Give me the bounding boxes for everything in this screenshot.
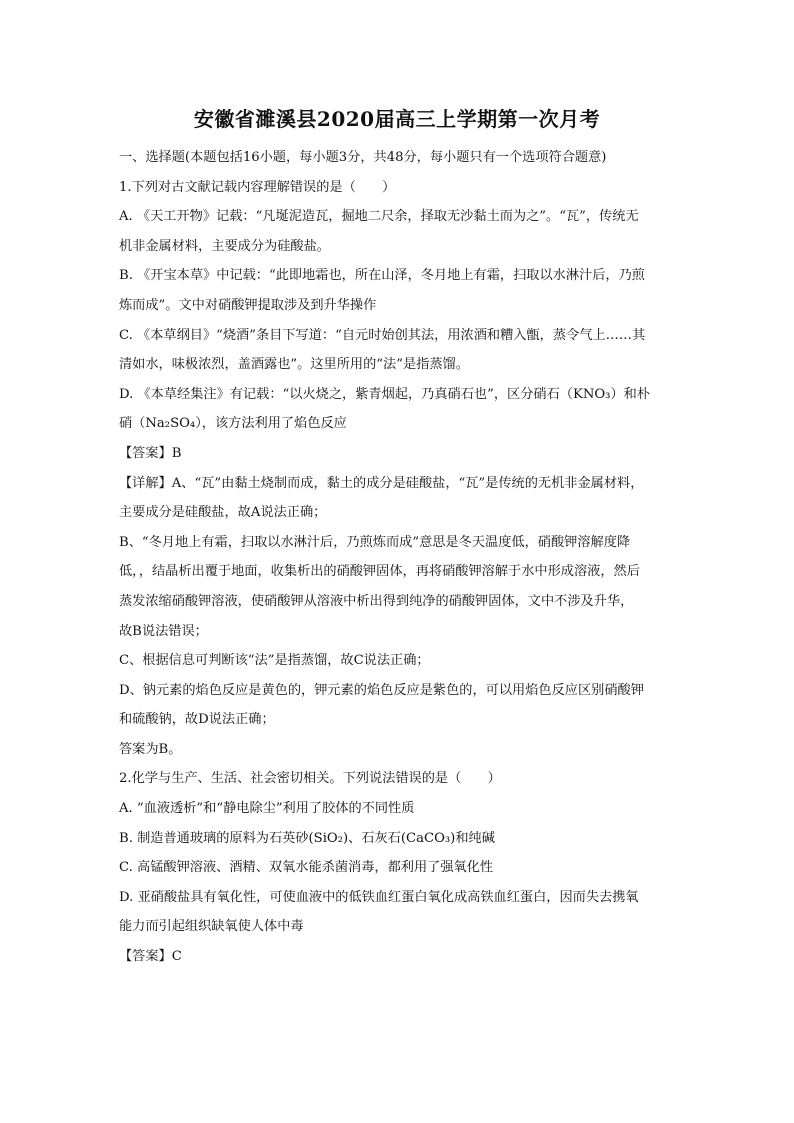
question-1-option-a: A. 《天工开物》记载：“凡埏泥造瓦，掘地二尺余，择取无沙黏土而为之”。“瓦”，传统无 — [119, 209, 639, 225]
question-1-option-d: D. 《本草经集注》有记载：“以火烧之，紫青烟起，乃真硝石也”，区分硝石（KNO₃）和朴 — [119, 386, 651, 402]
question-1-explanation: 【详解】A、“瓦”由黏土烧制而成，黏土的成分是硅酸盐，“瓦”是传统的无机非金属材料， — [119, 475, 644, 491]
question-1-option-a-cont: 机非金属材料，主要成分为硅酸盐。 — [119, 238, 330, 254]
question-1-answer: 【答案】B — [119, 445, 182, 461]
question-1-option-c: C. 《本草纲目》“烧酒”条目下写道：“自元时始创其法，用浓酒和糟入甑，蒸令气上……其 — [119, 327, 646, 343]
question-1-explanation: 和硫酸钠，故D说法正确； — [119, 712, 275, 728]
question-2-option-d-cont: 能力而引起组织缺氧使人体中毒 — [119, 919, 304, 935]
question-1-option-d-cont: 硝（Na₂SO₄），该方法利用了焰色反应 — [119, 416, 347, 432]
question-1-explanation: B、“冬月地上有霜，扫取以水淋汁后，乃煎炼而成”意思是冬天温度低，硝酸钾溶解度降 — [119, 534, 631, 550]
question-1-option-b: B. 《开宝本草》中记载：“此即地霜也，所在山泽，冬月地上有霜，扫取以水淋汁后，乃煎 — [119, 268, 645, 284]
question-1-explanation: C、根据信息可判断该“法”是指蒸馏，故C说法正确； — [119, 653, 430, 669]
question-1-conclusion: 答案为B。 — [119, 741, 182, 757]
question-1-explanation: 故B说法错误； — [119, 623, 208, 639]
question-2-option-a: A. “血液透析”和“静电除尘”利用了胶体的不同性质 — [119, 801, 415, 817]
question-2-option-c: C. 高锰酸钾溶液、酒精、双氧水能杀菌消毒，都利用了强氧化性 — [119, 860, 494, 876]
question-1-option-c-cont: 清如水，味极浓烈，盖酒露也”。这里所用的“法”是指蒸馏。 — [119, 357, 469, 373]
document-title: 安徽省濉溪县2020届高三上学期第一次月考 — [193, 107, 601, 131]
question-2-option-d: D. 亚硝酸盐具有氧化性，可使血液中的低铁血红蛋白氧化成高铁血红蛋白，因而失去携氧 — [119, 889, 639, 905]
document-body — [119, 143, 679, 972]
question-2-option-b: B. 制造普通玻璃的原料为石英砂(SiO₂)、石灰石(CaCO₃)和纯碱 — [119, 830, 495, 846]
question-1-explanation: 蒸发浓缩硝酸钾溶液，使硝酸钾从溶液中析出得到纯净的硝酸钾固体，文中不涉及升华， — [119, 593, 634, 609]
question-2-stem: 2.化学与生产、生活、社会密切相关。下列说法错误的是（ ） — [119, 771, 501, 787]
question-1-stem: 1.下列对古文献记载内容理解错误的是（ ） — [119, 179, 396, 195]
section-heading: 一、选择题(本题包括16小题，每小题3分，共48分，每小题只有一个选项符合题意) — [119, 150, 607, 165]
question-1-explanation: 低，，结晶析出覆于地面，收集析出的硝酸钾固体，再将硝酸钾溶解于水中形成溶液，然后 — [119, 564, 640, 580]
question-1-explanation: D、钠元素的焰色反应是黄色的，钾元素的焰色反应是紫色的，可以用焰色反应区别硝酸钾 — [119, 682, 644, 698]
question-2-answer: 【答案】C — [119, 949, 182, 965]
question-1-explanation: 主要成分是硅酸盐，故A说法正确； — [119, 505, 327, 521]
question-1-option-b-cont: 炼而成”。文中对硝酸钾提取涉及到升华操作 — [119, 297, 377, 313]
